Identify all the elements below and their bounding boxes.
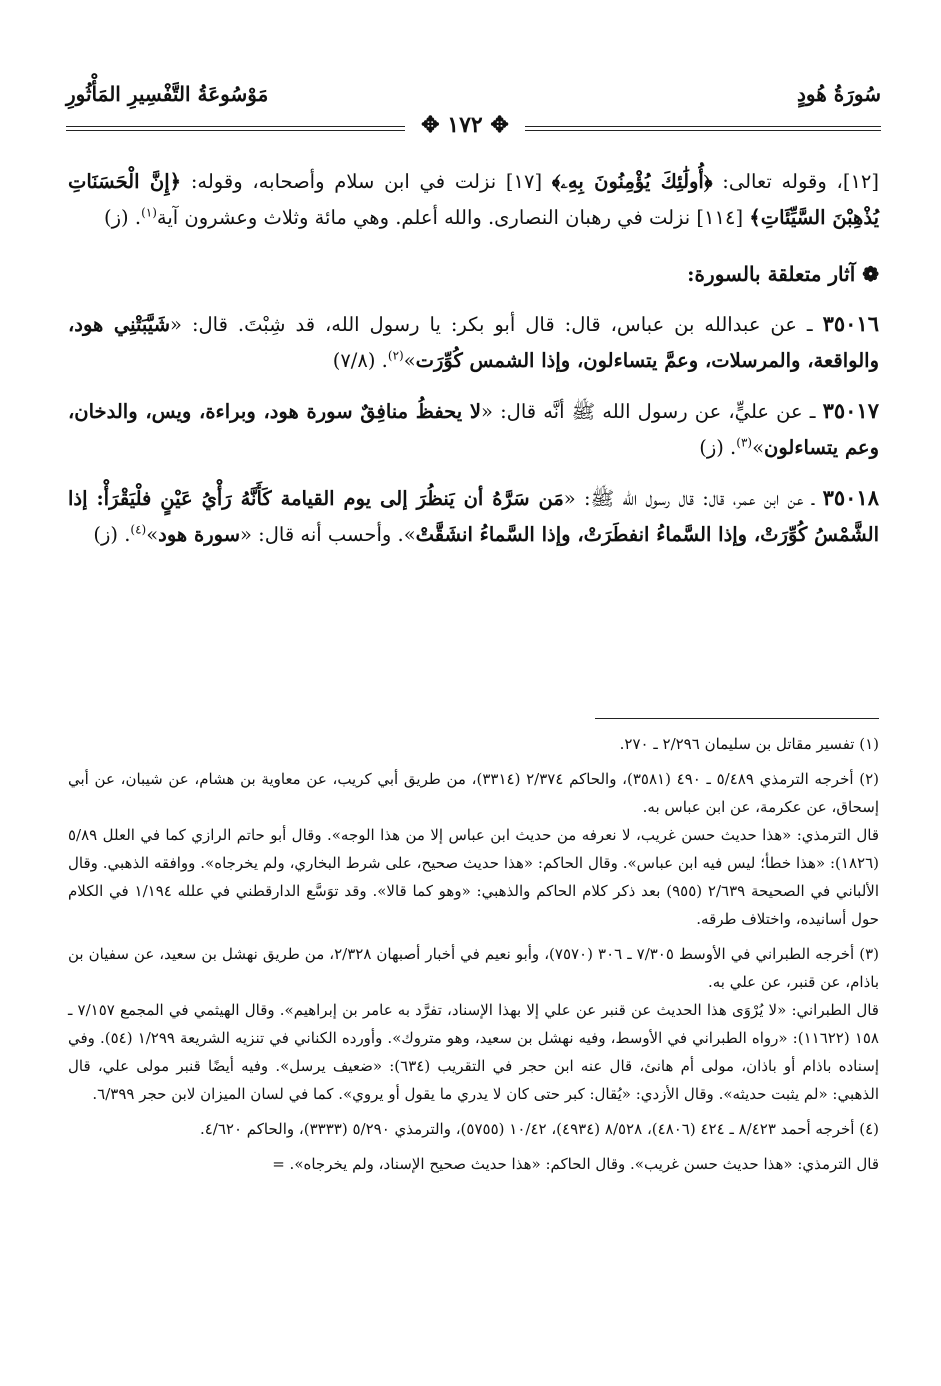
narration-text: »	[752, 436, 765, 459]
footnote-rule	[595, 718, 879, 719]
footnote: قال الترمذي: «هذا حديث حسن غريب، لا نعرفه من حديث ابن عباس إلا من هذا الوجه». وقال أبو حاتم الرازي كما في العلل ٥/٨٩ (١٨٢٦): «هذا خطأ؛ ليس فيه ابن عباس». وقال الحاكم: «هذا حديث صحيح، على شرط البخاري، ولم يخرجاه». ووافقه الذهبي. وقال الألباني في الصحيحة ٢/٦٣٩ (٩٥٥) بعد ذكر كلام الحاكم والذهبي: «وهو كما قالا». وقد توَسَّع الدارقطني في علله ١/١٩٤ في الكلام حول أسانيده، واختلاف طرقه.	[68, 826, 880, 928]
hadith-text: مَن سَرَّهُ أن يَنظُرَ إلى يوم القيامة كَأَنَّهُ رَأْيُ عَيْنٍ فلْيَقْرَأْ: إذا الشَّمْسُ كُوِّرَتْ، وإذا السَّماءُ انفطَرَتْ، وإذا السَّماءُ انشَقَّتْ	[68, 487, 879, 546]
section-heading: ❁ آثار متعلقة بالسورة:	[687, 262, 879, 286]
footnote-ref: (٢)	[387, 348, 404, 363]
footnote-ref: (١)	[141, 205, 157, 220]
surah-name-header: سُورَةُ هُودٍ	[797, 82, 881, 106]
intro-text: [١١٤] نزلت في رهبان النصارى. والله أعلم.	[395, 206, 750, 229]
main-text	[68, 164, 879, 553]
footnotes	[68, 730, 879, 1178]
narration	[68, 393, 879, 466]
narration-number: ٣٥٠١٧	[822, 398, 879, 423]
hadith-text: شَيَّبَتْنِي هود، والواقعة، والمرسلات، وعمَّ يتساءلون، وإذا الشمس كُوِّرَت	[68, 313, 879, 372]
page-number	[405, 112, 525, 138]
narration-text: ـ عن عليٍّ، عن رسول الله ﷺ أنَّه قال: «	[481, 400, 823, 423]
intro-text: [١٧] نزلت في ابن سلام وأصحابه،	[252, 170, 552, 193]
footnote-ref: (٣)	[736, 435, 753, 450]
intro-text: . (ز)	[104, 206, 142, 229]
hadith-text: لا يحفظُ منافِقٌ سورة هود، وبراءة، ويس، والدخان، وعم يتساءلون	[68, 400, 879, 459]
hadith-text: سورة هود	[158, 523, 241, 546]
narration-text: ـ عن عبدالله بن عباس، قال: قال أبو بكر: يا رسول الله، قد شِبْتَ. قال: «	[170, 313, 823, 336]
narration-text: ». وأحسب أنه قال: «	[240, 523, 416, 546]
intro-text: وهي مائة وثلاث وعشرون آية	[156, 206, 389, 229]
quran-quote: ﴿أُولَٰئِكَ يُؤْمِنُونَ بِهِۦ﴾	[551, 170, 713, 193]
page-number-value: ١٧٢	[447, 112, 483, 138]
narration-number: ٣٥٠١٦	[822, 311, 879, 336]
footnote: (٣) أخرجه الطبراني في الأوسط ٧/٣٠٥ ـ ٣٠٦ (٧٥٧٠)، وأبو نعيم في أخبار أصبهان ٢/٣٢٨، من طريق نهشل بن سعيد، عن سفيان بن باذام، عن قنبر، عن علي به.	[68, 945, 879, 991]
narration-text: ـ عن ابن عمر، قال: قال رسول الله ﷺ: «	[563, 487, 823, 510]
footnote: (١) تفسير مقاتل بن سليمان ٢/٢٩٦ ـ ٢٧٠.	[619, 735, 879, 753]
narration-text: »	[403, 349, 416, 372]
ornament-icon: ✥	[482, 112, 509, 138]
footnote-ref: (٤)	[130, 522, 147, 537]
footnote: قال الطبراني: «لا يُرْوَى هذا الحديث عن قنبر عن علي إلا بهذا الإسناد، تفرَّد به عامر بن إبراهيم». وقال الهيثمي في المجمع ٧/١٥٧ ـ ١٥٨ (١١٦٢٢): «رواه الطبراني في الأوسط، وفيه نهشل بن سعيد، وهو متروك». وأورده الكناني في تنزيه الشريعة ١/٢٩٩ (٥٤). وفي إسناده باذام أو باذان، مولى أم هانئ، قال عنه ابن حجر في التقريب (٦٣٤): «ضعيف يرسل». وفيه أيضًا قنبر مولى علي، قال الذهبي: «لم يثبت حديثه». وقال الأزدي: «يُقال: كبر حتى كان لا يدري ما يقول أو يروي». كما في لسان الميزان لابن حجر ٦/٣٩٩.	[68, 1001, 879, 1103]
intro-text: وقوله:	[181, 170, 243, 193]
narration-tail: . (٧/٨)	[332, 349, 388, 372]
narration-text: »	[146, 523, 159, 546]
footnote: (٤) أخرجه أحمد ٨/٤٢٣ ـ ٤٢٤ (٤٨٠٦)، ٨/٥٢٨ (٤٩٣٤)، ١٠/٤٢ (٥٧٥٥)، والترمذي ٥/٢٩٠ (٣٣٣٣)، والحاكم ٤/٦٢٠.	[199, 1120, 879, 1138]
book-title-header: مَوْسُوعَةُ التَّفْسِيرِ المَأْثُورِ	[66, 82, 269, 106]
intro-paragraph	[68, 164, 879, 236]
ornament-icon: ✥	[421, 112, 448, 138]
narration-tail: . (ز)	[93, 523, 131, 546]
footnote: قال الترمذي: «هذا حديث حسن غريب». وقال الحاكم: «هذا حديث صحيح الإسناد، ولم يخرجاه». =	[272, 1155, 879, 1173]
narration	[68, 480, 879, 553]
narration-number: ٣٥٠١٨	[822, 485, 879, 510]
narration	[68, 306, 879, 379]
intro-text: [١٢]، وقوله تعالى:	[712, 170, 880, 193]
narration-tail: . (ز)	[699, 436, 737, 459]
quran-quote: ﴿إِنَّ الْحَسَنَاتِ يُذْهِبْنَ السَّيِّئَاتِ﴾	[68, 170, 879, 229]
footnote: (٢) أخرجه الترمذي ٥/٤٨٩ ـ ٤٩٠ (٣٥٨١)، والحاكم ٢/٣٧٤ (٣٣١٤)، من طريق أبي كريب، عن معاوية بن هشام، عن شيبان، عن أبي إسحاق، عن عكرمة، عن ابن عباس به.	[68, 770, 879, 816]
